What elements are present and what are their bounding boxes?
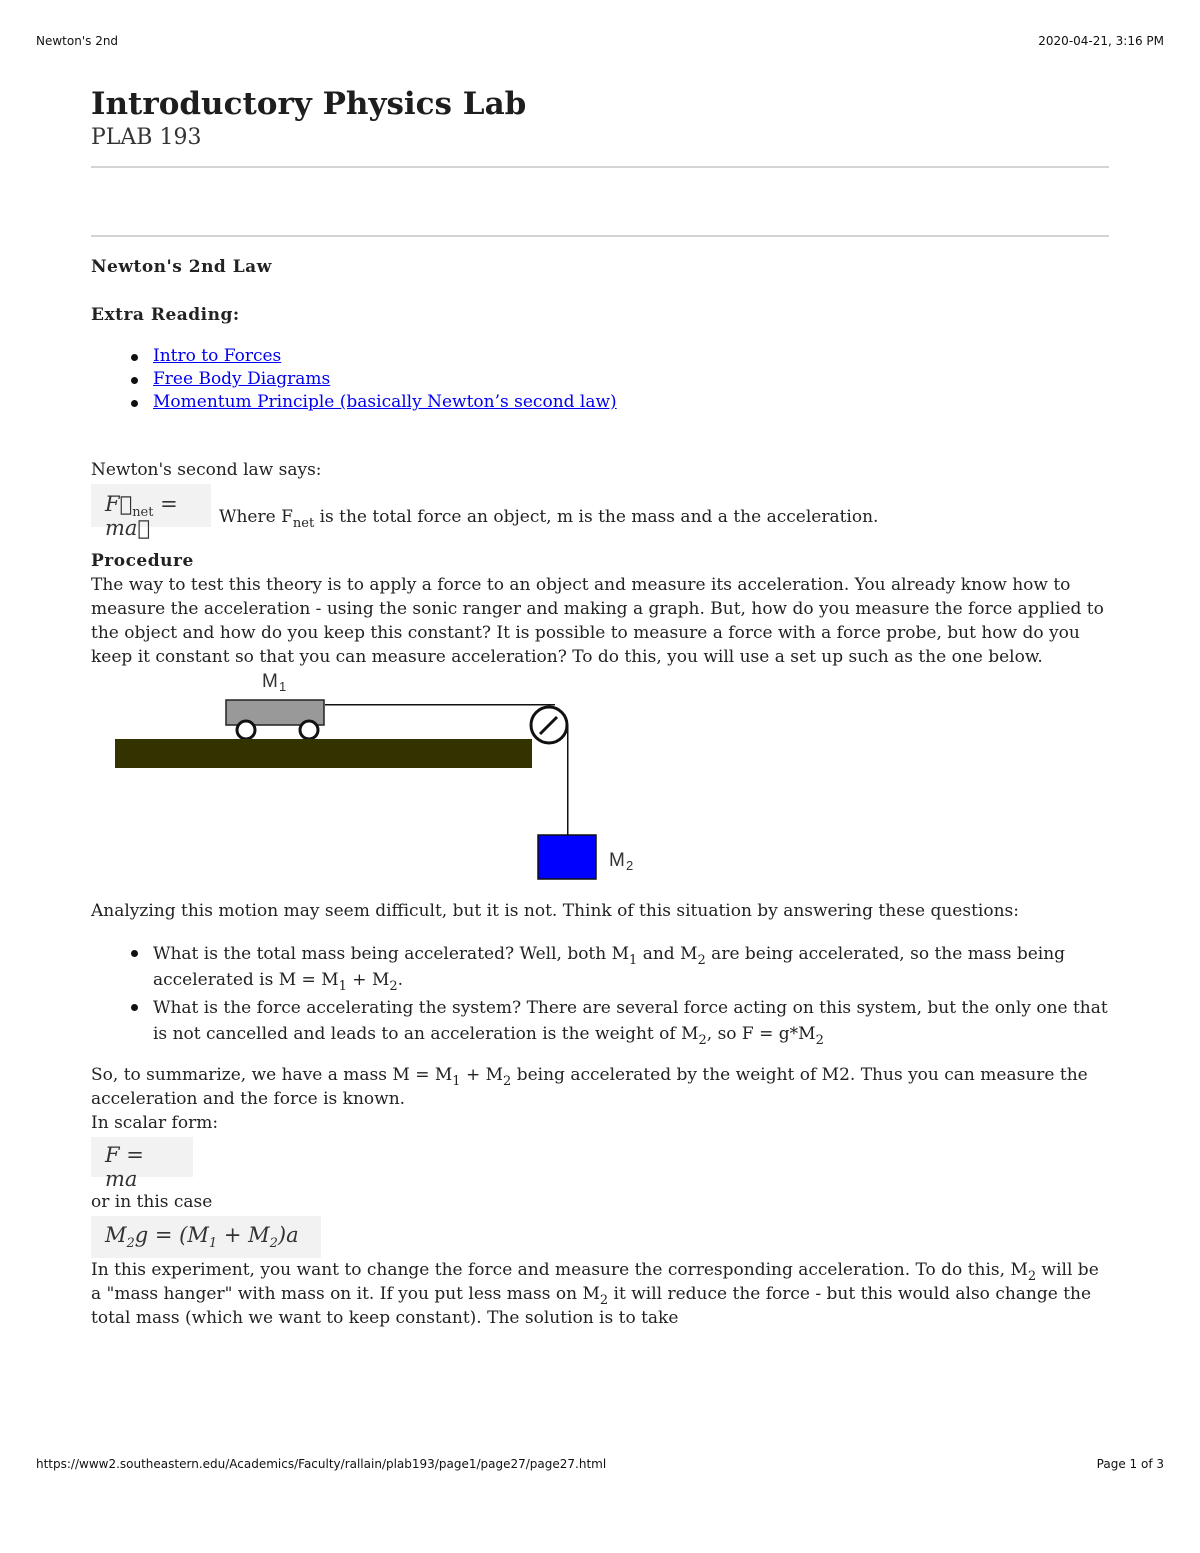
list-item xyxy=(153,391,1109,414)
print-header-title: Newton's 2nd xyxy=(36,34,119,48)
procedure-text: The way to test this theory is to apply a force to an object and measure its acceleration. You already know how to measure the acceleration - using the sonic ranger and making a graph. But, how do you measure the force applied to the object and how do you keep this constant? It is possible to measure a force with a force probe, but how do you keep it constant so that you can measure acceleration? To do this, you will use a set up such as the one below. xyxy=(91,575,1104,667)
cart-wheel-left xyxy=(237,721,255,739)
m2-label xyxy=(609,850,633,873)
extra-reading-heading: Extra Reading: xyxy=(91,305,240,325)
print-footer-url: https://www2.southeastern.edu/Academics/Faculty/rallain/plab193/page1/page27/page27.html xyxy=(36,1457,607,1471)
svg-text:M: M xyxy=(262,671,278,692)
print-header-timestamp: 2020-04-21, 3:16 PM xyxy=(1038,34,1164,48)
scalar-form-label: In scalar form: xyxy=(91,1113,219,1133)
analysis-questions xyxy=(91,941,1109,1047)
string-vertical xyxy=(567,724,569,835)
equation-m2g: $M_2g = (M_1 + M_2)a$ xyxy=(91,1216,321,1258)
procedure-heading: Procedure xyxy=(91,551,194,571)
equation-f-ma: F = ma xyxy=(91,1137,193,1177)
svg-text:M: M xyxy=(609,850,625,871)
this-case-label: or in this case xyxy=(91,1192,213,1212)
experiment-text: In this experiment, you want to change the force and measure the corresponding acceleration. To do this, $M_2$ will be a "mass hanger" with mass on it. If you put less mass on $M_2$ it will reduce the force - but this would also change the total mass (which we want to keep constant). The solution is to take xyxy=(91,1260,1099,1328)
list-item: What is the total mass being accelerated? Well, both $M_1$ and $M_2$ are being accelerated, so the mass being accelerated is $M = M_1 + M_2$. xyxy=(153,941,1109,993)
summary-text: So, to summarize, we have a mass $M = M_1 + M_2$ being accelerated by the weight of M2. Thus you can measure the acceleration and the force is known. xyxy=(91,1065,1088,1109)
page-content xyxy=(91,84,1109,1330)
list-item: What is the force accelerating the system? There are several force acting on this system, but the only one that is not cancelled and leads to an acceleration is the weight of $M_2$, so $F = g*M_2$ xyxy=(153,995,1109,1047)
analysis-intro: Analyzing this motion may seem difficult, but it is not. Think of this situation by answering these questions: xyxy=(91,901,1019,921)
list-item xyxy=(153,345,1109,368)
page-title: Newton's 2nd Law xyxy=(91,257,272,277)
site-subtitle: PLAB 193 xyxy=(91,125,202,150)
print-footer xyxy=(36,1457,1164,1471)
link-momentum-principle[interactable]: Momentum Principle (basically Newton’s second law) xyxy=(153,392,617,412)
link-intro-to-forces[interactable]: Intro to Forces xyxy=(153,346,282,366)
header-divider xyxy=(91,166,1109,168)
law-intro: Newton's second law says: xyxy=(91,460,322,480)
extra-reading-list xyxy=(91,345,1109,414)
print-footer-page: Page 1 of 3 xyxy=(1096,1457,1164,1471)
equation-fnet: $F⃗_{net}$ = ma⃗ xyxy=(91,484,211,527)
law-equation-row xyxy=(91,484,1109,540)
m1-label xyxy=(262,671,286,694)
svg-text:1: 1 xyxy=(279,679,287,694)
cart-wheel-right xyxy=(300,721,318,739)
svg-text:2: 2 xyxy=(626,858,634,873)
site-title: Introductory Physics Lab xyxy=(91,86,527,122)
hanging-mass xyxy=(538,835,596,879)
list-item xyxy=(153,368,1109,391)
table xyxy=(115,739,532,768)
content-divider xyxy=(91,235,1109,237)
string-horizontal xyxy=(325,704,555,706)
law-explanation: Where $F_{net}$ is the total force an object, m is the mass and a the acceleration. xyxy=(219,507,879,531)
setup-diagram xyxy=(111,669,651,881)
print-header xyxy=(36,34,1164,48)
link-free-body-diagrams[interactable]: Free Body Diagrams xyxy=(153,369,331,389)
